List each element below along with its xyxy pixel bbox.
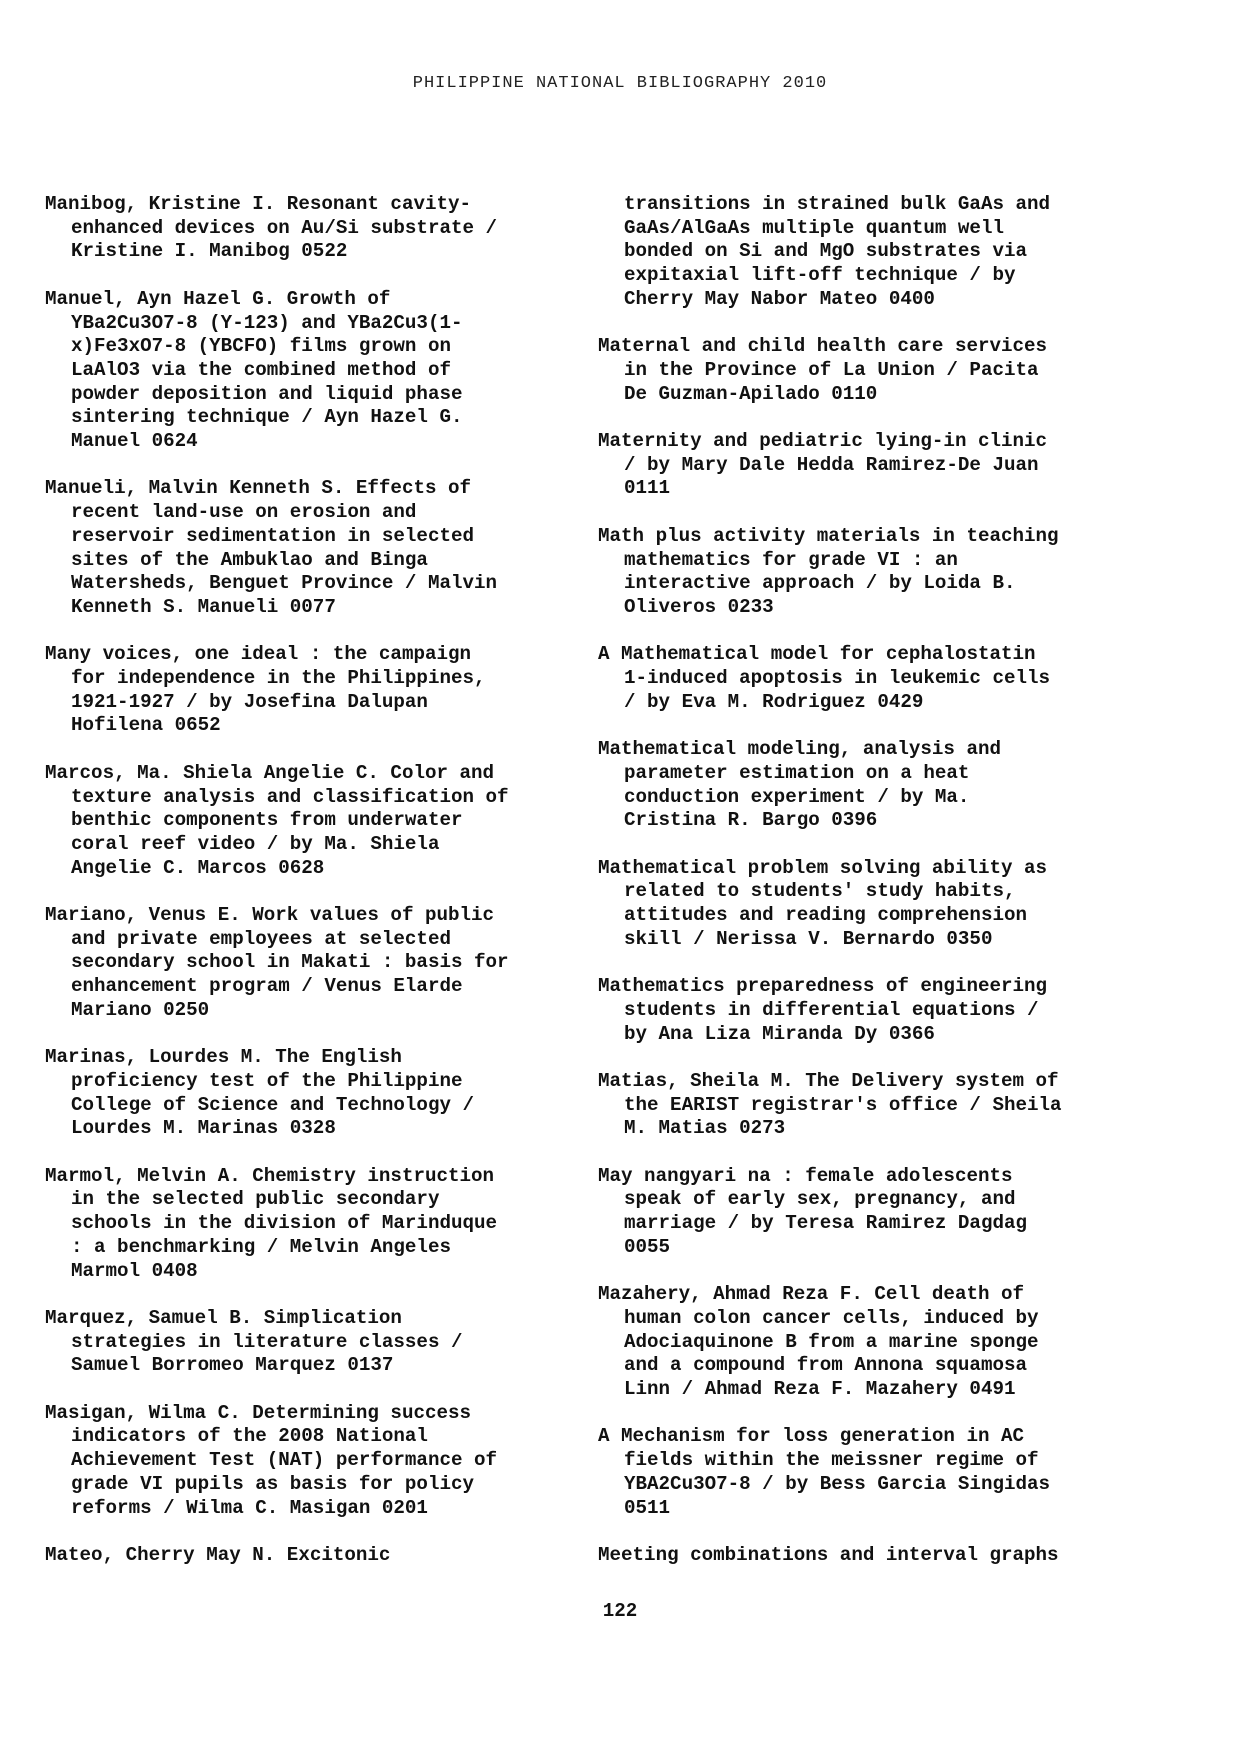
entry: A Mechanism for loss generation in AC fields within the meissner regime of YBA2Cu3O7-8 / by Bess Garcia Singidas 0511 <box>598 1425 1051 1519</box>
entry: Maternal and child health care services in the Province of La Union / Pacita De Guzman-Apilado 0110 <box>598 335 1048 405</box>
entry: Meeting combinations and interval graphs <box>598 1543 1059 1566</box>
entry: Masigan, Wilma C. Determining success indicators of the 2008 National Achievement Test (NAT) performance of grade VI pupils as basis for policy reforms / Wilma C. Masigan 0201 <box>45 1401 498 1519</box>
entry: Marinas, Lourdes M. The English proficiency test of the Philippine College of Science and Technology / Lourdes M. Marinas 0328 <box>45 1046 475 1140</box>
entry: A Mathematical model for cephalostatin 1-induced apoptosis in leukemic cells / by Eva M. Rodriguez 0429 <box>598 643 1051 713</box>
entry: Mathematics preparedness of engineering students in differential equations / by Ana Liza Miranda Dy 0366 <box>598 975 1048 1045</box>
entry: Marquez, Samuel B. Simplication strategies in literature classes / Samuel Borromeo Marquez 0137 <box>45 1306 463 1377</box>
running-head: PHILIPPINE NATIONAL BIBLIOGRAPHY 2010 <box>412 74 828 93</box>
entry: Mathematical modeling, analysis and parameter estimation on a heat conduction experiment / by Ma. Cristina R. Bargo 0396 <box>598 738 1002 832</box>
entry: Math plus activity materials in teaching mathematics for grade VI : an interactive approach / by Loida B. Oliveros 0233 <box>598 524 1059 618</box>
entry: Mathematical problem solving ability as related to students' study habits, attitudes and reading comprehension skill / Nerissa V. Bernardo 0350 <box>598 856 1048 950</box>
entry: Manibog, Kristine I. Resonant cavity- enhanced devices on Au/Si substrate / Kristine I. Manibog 0522 <box>45 193 498 263</box>
entry: Matias, Sheila M. The Delivery system of the EARIST registrar's office / Sheila M. Matias 0273 <box>598 1069 1062 1140</box>
entry: Marcos, Ma. Shiela Angelie C. Color and texture analysis and classification of benthic components from underwater coral reef video / by Ma. Shiela Angelie C. Marcos 0628 <box>45 761 509 879</box>
entry: Mariano, Venus E. Work values of public and private employees at selected secondary school in Makati : basis for enhancement program / Venus Elarde Mariano 0250 <box>45 904 509 1021</box>
entry: Manuel, Ayn Hazel G. Growth of YBa2Cu3O7-8 (Y-123) and YBa2Cu3(1- x)Fe3xO7-8 (YBCFO) films grown on LaAlO3 via the combined method of powder deposition and liquid phase sintering technique / Ayn Hazel G. Manuel 0624 <box>45 287 463 453</box>
entry: May nangyari na : female adolescents speak of early sex, pregnancy, and marriage / by Teresa Ramirez Dagdag 0055 <box>598 1164 1028 1258</box>
entry: Marmol, Melvin A. Chemistry instruction in the selected public secondary schools in the division of Marinduque : a benchmarking / Melvin Angeles Marmol 0408 <box>45 1164 498 1282</box>
left-column <box>45 193 565 1591</box>
entry: Mateo, Cherry May N. Excitonic <box>45 1543 391 1566</box>
right-column <box>598 193 1118 1591</box>
entry: Maternity and pediatric lying-in clinic / by Mary Dale Hedda Ramirez-De Juan 0111 <box>598 430 1048 500</box>
entry: Mazahery, Ahmad Reza F. Cell death of human colon cancer cells, induced by Adociaquinone B from a marine sponge and a compound from Annona squamosa Linn / Ahmad Reza F. Mazahery 0491 <box>598 1283 1039 1400</box>
entry: Manueli, Malvin Kenneth S. Effects of recent land-use on erosion and reservoir sedimentation in selected sites of the Ambuklao and Binga Watersheds, Benguet Province / Malvin Kenneth S. Manueli 0077 <box>45 477 498 618</box>
page-number: 122 <box>602 1600 638 1622</box>
entry: Many voices, one ideal : the campaign for independence in the Philippines, 1921-1927 / by Josefina Dalupan Hofilena 0652 <box>45 643 486 737</box>
entry-continuation: transitions in strained bulk GaAs and GaAs/AlGaAs multiple quantum well bonded on Si and MgO substrates via expitaxial lift-off technique / by Cherry May Nabor Mateo 0400 <box>624 193 1051 310</box>
